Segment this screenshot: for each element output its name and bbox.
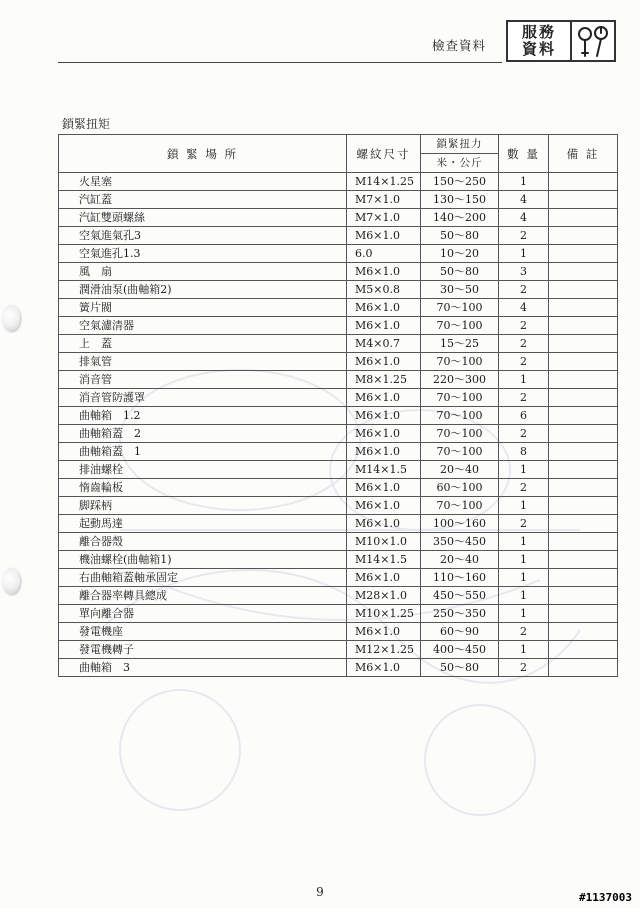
row-quantity: 2 bbox=[499, 281, 549, 299]
header-quantity: 數 量 bbox=[499, 135, 549, 173]
row-thread-size: M4×0.7 bbox=[347, 335, 421, 353]
row-quantity: 4 bbox=[499, 191, 549, 209]
row-location: 右曲軸箱蓋軸承固定 bbox=[59, 569, 347, 587]
row-quantity: 2 bbox=[499, 389, 549, 407]
row-location: 空氣進氣孔3 bbox=[59, 227, 347, 245]
row-torque: 400〜450 bbox=[421, 641, 499, 659]
row-location: 風 扇 bbox=[59, 263, 347, 281]
row-location: 曲軸箱蓋 1 bbox=[59, 443, 347, 461]
row-thread-size: M7×1.0 bbox=[347, 191, 421, 209]
table-row bbox=[59, 479, 618, 497]
table-row bbox=[59, 425, 618, 443]
row-thread-size: M6×1.0 bbox=[347, 227, 421, 245]
row-torque: 20〜40 bbox=[421, 551, 499, 569]
row-thread-size: M6×1.0 bbox=[347, 569, 421, 587]
table-row bbox=[59, 173, 618, 191]
row-torque: 220〜300 bbox=[421, 371, 499, 389]
row-quantity: 4 bbox=[499, 209, 549, 227]
row-quantity: 2 bbox=[499, 425, 549, 443]
table-row bbox=[59, 497, 618, 515]
table-row bbox=[59, 461, 618, 479]
table-row bbox=[59, 659, 618, 677]
row-torque: 150〜250 bbox=[421, 173, 499, 191]
row-quantity: 8 bbox=[499, 443, 549, 461]
table-row bbox=[59, 263, 618, 281]
row-location: 曲軸箱 1.2 bbox=[59, 407, 347, 425]
row-location: 火星塞 bbox=[59, 173, 347, 191]
row-quantity: 6 bbox=[499, 407, 549, 425]
table-row bbox=[59, 335, 618, 353]
table-row bbox=[59, 533, 618, 551]
row-torque: 130〜150 bbox=[421, 191, 499, 209]
row-location: 脚踩柄 bbox=[59, 497, 347, 515]
row-location: 機油螺栓(曲軸箱1) bbox=[59, 551, 347, 569]
archive-stamp: #1137003 bbox=[579, 891, 632, 904]
table-row bbox=[59, 245, 618, 263]
row-torque: 70〜100 bbox=[421, 353, 499, 371]
table-row bbox=[59, 641, 618, 659]
row-thread-size: M6×1.0 bbox=[347, 497, 421, 515]
row-location: 排氣管 bbox=[59, 353, 347, 371]
row-torque: 70〜100 bbox=[421, 497, 499, 515]
row-remarks bbox=[549, 353, 618, 371]
row-location: 潤滑油泵(曲軸箱2) bbox=[59, 281, 347, 299]
table-header-row bbox=[59, 135, 618, 154]
row-thread-size: M7×1.0 bbox=[347, 209, 421, 227]
row-location: 單向離合器 bbox=[59, 605, 347, 623]
row-torque: 50〜80 bbox=[421, 227, 499, 245]
table-row bbox=[59, 299, 618, 317]
row-location: 空氣進孔1.3 bbox=[59, 245, 347, 263]
table-row bbox=[59, 587, 618, 605]
row-quantity: 4 bbox=[499, 299, 549, 317]
row-quantity: 1 bbox=[499, 551, 549, 569]
torque-table-body bbox=[59, 173, 618, 677]
header-torque-unit: 米・公斤 bbox=[421, 154, 499, 173]
row-quantity: 2 bbox=[499, 479, 549, 497]
row-remarks bbox=[549, 371, 618, 389]
row-torque: 450〜550 bbox=[421, 587, 499, 605]
page-number: 9 bbox=[316, 885, 324, 899]
row-thread-size: M10×1.0 bbox=[347, 533, 421, 551]
row-remarks bbox=[549, 587, 618, 605]
row-quantity: 1 bbox=[499, 587, 549, 605]
table-row bbox=[59, 605, 618, 623]
row-torque: 60〜90 bbox=[421, 623, 499, 641]
row-remarks bbox=[549, 209, 618, 227]
binder-hole bbox=[2, 305, 20, 331]
row-torque: 100〜160 bbox=[421, 515, 499, 533]
row-location: 簧片閥 bbox=[59, 299, 347, 317]
header-location: 鎖 緊 場 所 bbox=[59, 135, 347, 173]
row-quantity: 2 bbox=[499, 317, 549, 335]
row-thread-size: M8×1.25 bbox=[347, 371, 421, 389]
row-remarks bbox=[549, 479, 618, 497]
row-torque: 70〜100 bbox=[421, 389, 499, 407]
row-remarks bbox=[549, 227, 618, 245]
header-torque: 鎖緊扭力 bbox=[421, 135, 499, 154]
row-quantity: 2 bbox=[499, 623, 549, 641]
row-torque: 250〜350 bbox=[421, 605, 499, 623]
row-torque: 70〜100 bbox=[421, 299, 499, 317]
row-torque: 350〜450 bbox=[421, 533, 499, 551]
row-thread-size: M5×0.8 bbox=[347, 281, 421, 299]
row-thread-size: M6×1.0 bbox=[347, 263, 421, 281]
row-quantity: 1 bbox=[499, 461, 549, 479]
row-quantity: 2 bbox=[499, 227, 549, 245]
table-row bbox=[59, 371, 618, 389]
row-quantity: 3 bbox=[499, 263, 549, 281]
row-torque: 20〜40 bbox=[421, 461, 499, 479]
table-row bbox=[59, 317, 618, 335]
row-torque: 70〜100 bbox=[421, 425, 499, 443]
header-section-label: 檢查資料 bbox=[432, 38, 487, 53]
service-data-badge bbox=[506, 20, 616, 62]
row-location: 離合器殼 bbox=[59, 533, 347, 551]
row-remarks bbox=[549, 551, 618, 569]
row-thread-size: M6×1.0 bbox=[347, 623, 421, 641]
row-remarks bbox=[549, 335, 618, 353]
row-location: 上 蓋 bbox=[59, 335, 347, 353]
row-thread-size: M12×1.25 bbox=[347, 641, 421, 659]
row-remarks bbox=[549, 533, 618, 551]
row-location: 惰齒輪板 bbox=[59, 479, 347, 497]
row-thread-size: M6×1.0 bbox=[347, 407, 421, 425]
row-thread-size: M14×1.5 bbox=[347, 461, 421, 479]
row-remarks bbox=[549, 389, 618, 407]
row-torque: 70〜100 bbox=[421, 317, 499, 335]
row-remarks bbox=[549, 623, 618, 641]
header-thread: 螺紋尺寸 bbox=[347, 135, 421, 173]
row-location: 起動馬達 bbox=[59, 515, 347, 533]
row-torque: 30〜50 bbox=[421, 281, 499, 299]
row-location: 曲軸箱 3 bbox=[59, 659, 347, 677]
row-location: 曲軸箱蓋 2 bbox=[59, 425, 347, 443]
row-remarks bbox=[549, 515, 618, 533]
row-thread-size: M6×1.0 bbox=[347, 389, 421, 407]
row-remarks bbox=[549, 497, 618, 515]
badge-line1: 服務 bbox=[521, 23, 556, 41]
row-remarks bbox=[549, 173, 618, 191]
row-thread-size: M10×1.25 bbox=[347, 605, 421, 623]
row-location: 汽缸雙頭螺絲 bbox=[59, 209, 347, 227]
row-thread-size: M6×1.0 bbox=[347, 515, 421, 533]
row-quantity: 2 bbox=[499, 515, 549, 533]
header-remarks: 備 註 bbox=[549, 135, 618, 173]
table-row bbox=[59, 551, 618, 569]
row-thread-size: M6×1.0 bbox=[347, 353, 421, 371]
row-remarks bbox=[549, 407, 618, 425]
row-location: 消音管防護罩 bbox=[59, 389, 347, 407]
row-torque: 50〜80 bbox=[421, 263, 499, 281]
row-torque: 70〜100 bbox=[421, 443, 499, 461]
wrench-screwdriver-icon bbox=[572, 22, 614, 60]
row-torque: 60〜100 bbox=[421, 479, 499, 497]
section-title: 鎖緊扭矩 bbox=[62, 117, 111, 131]
row-thread-size: M28×1.0 bbox=[347, 587, 421, 605]
row-quantity: 1 bbox=[499, 533, 549, 551]
table-row bbox=[59, 191, 618, 209]
row-quantity: 2 bbox=[499, 335, 549, 353]
row-location: 消音管 bbox=[59, 371, 347, 389]
row-quantity: 1 bbox=[499, 569, 549, 587]
table-row bbox=[59, 407, 618, 425]
row-quantity: 2 bbox=[499, 353, 549, 371]
row-remarks bbox=[549, 659, 618, 677]
badge-text bbox=[508, 22, 572, 60]
row-location: 發電機轉子 bbox=[59, 641, 347, 659]
table-row bbox=[59, 515, 618, 533]
row-thread-size: M6×1.0 bbox=[347, 425, 421, 443]
row-torque: 140〜200 bbox=[421, 209, 499, 227]
row-torque: 15〜25 bbox=[421, 335, 499, 353]
row-location: 發電機座 bbox=[59, 623, 347, 641]
row-remarks bbox=[549, 263, 618, 281]
row-quantity: 1 bbox=[499, 605, 549, 623]
table-row bbox=[59, 227, 618, 245]
row-remarks bbox=[549, 605, 618, 623]
row-thread-size: 6.0 bbox=[347, 245, 421, 263]
row-remarks bbox=[549, 569, 618, 587]
row-torque: 110〜160 bbox=[421, 569, 499, 587]
row-thread-size: M6×1.0 bbox=[347, 299, 421, 317]
row-torque: 70〜100 bbox=[421, 407, 499, 425]
row-torque: 50〜80 bbox=[421, 659, 499, 677]
table-row bbox=[59, 353, 618, 371]
row-quantity: 1 bbox=[499, 245, 549, 263]
table-row bbox=[59, 569, 618, 587]
row-location: 汽缸蓋 bbox=[59, 191, 347, 209]
row-thread-size: M6×1.0 bbox=[347, 479, 421, 497]
row-thread-size: M6×1.0 bbox=[347, 659, 421, 677]
badge-line2: 資料 bbox=[521, 40, 556, 58]
row-thread-size: M6×1.0 bbox=[347, 443, 421, 461]
row-thread-size: M14×1.5 bbox=[347, 551, 421, 569]
row-thread-size: M6×1.0 bbox=[347, 317, 421, 335]
row-location: 空氣濾清器 bbox=[59, 317, 347, 335]
row-remarks bbox=[549, 245, 618, 263]
row-quantity: 2 bbox=[499, 659, 549, 677]
row-remarks bbox=[549, 299, 618, 317]
table-row bbox=[59, 209, 618, 227]
row-location: 排油螺栓 bbox=[59, 461, 347, 479]
header-rule bbox=[58, 62, 502, 63]
row-thread-size: M14×1.25 bbox=[347, 173, 421, 191]
row-remarks bbox=[549, 641, 618, 659]
row-location: 離合器率轉具總成 bbox=[59, 587, 347, 605]
torque-table bbox=[58, 134, 618, 677]
table-row bbox=[59, 443, 618, 461]
row-remarks bbox=[549, 281, 618, 299]
binder-hole bbox=[2, 568, 20, 594]
row-quantity: 1 bbox=[499, 173, 549, 191]
row-remarks bbox=[549, 443, 618, 461]
row-remarks bbox=[549, 461, 618, 479]
table-row bbox=[59, 281, 618, 299]
row-quantity: 1 bbox=[499, 371, 549, 389]
row-torque: 10〜20 bbox=[421, 245, 499, 263]
row-remarks bbox=[549, 191, 618, 209]
row-remarks bbox=[549, 317, 618, 335]
row-quantity: 1 bbox=[499, 641, 549, 659]
row-remarks bbox=[549, 425, 618, 443]
table-row bbox=[59, 389, 618, 407]
row-quantity: 1 bbox=[499, 497, 549, 515]
table-row bbox=[59, 623, 618, 641]
